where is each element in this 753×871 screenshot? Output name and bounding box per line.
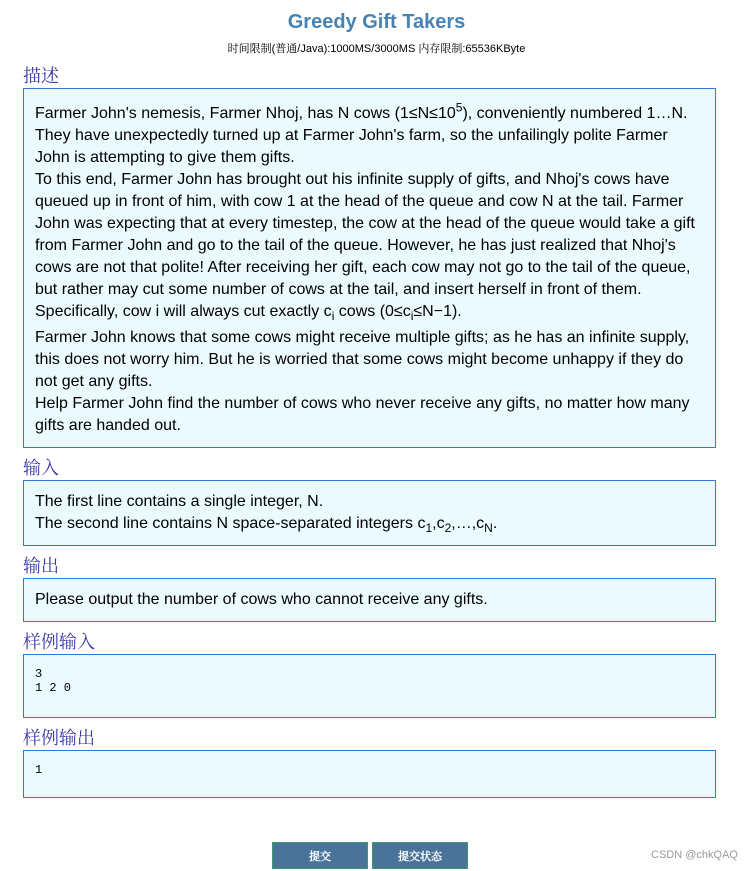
limits: 时间限制(普通/Java):1000MS/3000MS 内存限制:65536KByte: [227, 43, 526, 55]
sup: 5: [455, 100, 463, 115]
text: Farmer John's nemesis, Farmer Nhoj, has N cows (1≤N≤10: [35, 105, 456, 122]
text: ,c: [432, 515, 445, 532]
text: ≤N−1).: [413, 303, 462, 320]
text: ), conveniently numbered 1…N. They have unexpectedly turned up at Farmer John's farm, so the unfailingly polite Farmer John is attempting to give them gifts.: [35, 105, 688, 166]
text: ,…,c: [451, 515, 485, 532]
sub: 1: [425, 521, 433, 536]
text: Farmer John knows that some cows might receive multiple gifts; as he has an infinite supply, this does not worry him. But he is worried that some cows might become unhappy if they do not get any gifts.: [35, 329, 690, 390]
text: Help Farmer John find the number of cows who never receive any gifts, no matter how many gifts are handed out.: [35, 395, 690, 434]
text: cows (0≤c: [334, 303, 411, 320]
text: To this end, Farmer John has brought out his infinite supply of gifts, and Nhoj's cows have queued up in front of him, with cow 1 at the head of the queue and cow N at the tail. Farmer John was expecting that at every timestep, the cow at the head of the queue would take a gift from Farmer John and go to the tail of the queue. However, he has just realized that Nhoj's cows are not that polite! After receiving her gift, each cow may not go to the tail of the queue, but rather may cut some number of cows at the tail, and insert herself in front of them. Specifically, cow i will always cut exactly c: [35, 171, 695, 320]
description-box: [23, 88, 716, 448]
output-box: [23, 578, 716, 622]
text: Please output the number of cows who cannot receive any gifts.: [35, 591, 488, 608]
text: The second line contains N space-separated integers c: [35, 515, 426, 532]
sub: i: [331, 309, 335, 324]
sample-input-box: 3 1 2 0: [23, 654, 716, 718]
sub: N: [484, 521, 493, 536]
watermark: CSDN @chkQAQ: [651, 849, 738, 861]
sub: 2: [444, 521, 452, 536]
sample-input-heading: 样例输入: [23, 632, 95, 652]
input-heading: 输入: [23, 458, 59, 478]
problem-title: Greedy Gift Takers: [287, 11, 466, 33]
sample-output-heading: 样例输出: [23, 728, 95, 748]
input-box: [23, 480, 716, 546]
text: .: [492, 515, 498, 532]
sub: i: [410, 309, 414, 324]
submit-button[interactable]: 提交: [272, 842, 368, 869]
output-heading: 输出: [23, 556, 59, 576]
description-heading: 描述: [23, 66, 59, 86]
sample-output-box: 1: [23, 750, 716, 798]
submit-status-button[interactable]: 提交状态: [372, 842, 468, 869]
text: The first line contains a single integer, N.: [35, 493, 324, 510]
